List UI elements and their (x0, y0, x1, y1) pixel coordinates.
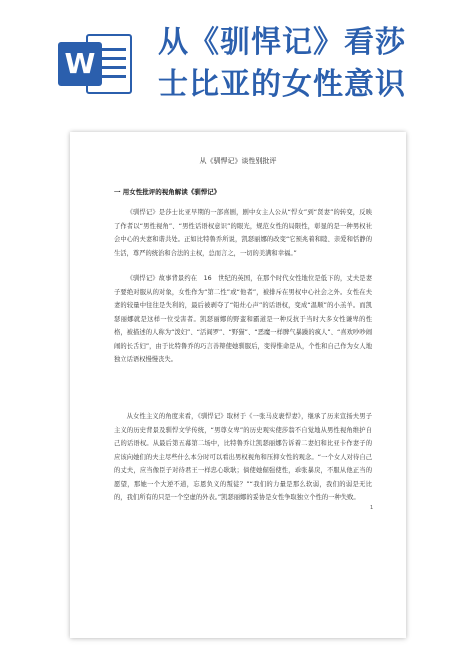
banner-title (158, 22, 468, 106)
banner-title-line-2: 士比亚的女性意识 (158, 67, 406, 102)
section-heading: 一 用女性批评的视角解读《驯悍记》 (114, 188, 221, 196)
text-line-decoration (98, 66, 126, 69)
paragraph-3: 从女性主义的角度来看，《驯悍记》取材于《一张马皮裹悍妻》，继承了历来宣扬夫男子主义的历史背景及驯悍文学传统，“男尊女卑”的历史观实使莎翁不自觉地从男性视角维护自己的话语权。从最后第五幕第二场中，比特鲁乔让凯瑟丽娜告诉着二妻妇和比亚卡作妻子的应该向她们的夫主尽些什么本分时可以看出男权视角和压抑女性的观念。“一个女人对待自己的丈夫，应当像臣子对待君王一样忠心耿耿；倘使她倔强使性，乖张暴戾，不服从他正当的愿望，那她一个大逆不道，忘恩负义的叛徒？”“我们的力量是那么软弱，我们的弱是无比的，我们所有的只是一个空虚的外表。”凯瑟丽娜的妥协是女性争取独立个性的一种失败。 (114, 413, 372, 501)
text-line-decoration (98, 48, 126, 51)
paragraph-2: 《驯悍记》故事背景约在 16 世纪的英国，在那个时代女性地位是低下的，丈夫是妻子要绝对服从的对象，女性作为“第二性”或“他者”，被排斥在男权中心社会之外。女性在夫妻的较量中往往是失利的，最后被剥夺了“铅灶心声”的话语权，变成“温顺”的小羔羊。而凯瑟丽娜就是这样一位受害者。凯瑟丽娜的野蛮和霸道是一种反抗于当时大多女性谦卑的性格，被描述的人称为“泼妇”、“活阎罗”、“野猫”、“恶魔一样脾气暴躁的疯人”、“喜欢吵吵闹闹的长舌妇”，由于比特鲁乔的巧言善辩使她驯服后，变得惟命是从，个性和自己作为女人地独立话语权慢慢丧失。 (114, 275, 372, 363)
paragraph-1: 《驯悍记》是莎士比亚早期的一部喜剧，剧中女主人公从“悍女”到“贤妻”的转变，反映了作者以“男性视角”、“男性话语权意识”的眼光，规范女性的局限性，彰显的是一种男权社会中心的夫妻和谐共处。正如比特鲁乔所说，凯瑟丽娜的改变“它预兆着和睦、亲爱和恬静的生活，尊严的统治和合法的主权，总而言之，一切的美满和幸福。” (114, 209, 372, 257)
document-title: 从《驯悍记》谈性别批评 (199, 157, 277, 165)
word-logo-icon (58, 30, 136, 100)
page-number: 1 (370, 505, 374, 511)
banner-title-line-1: 从《驯悍记》看莎 (158, 25, 406, 60)
word-logo-letter: W (58, 42, 102, 86)
text-line-decoration (98, 57, 126, 60)
text-line-decoration (98, 75, 126, 78)
banner (0, 0, 474, 128)
document-page (70, 132, 406, 638)
